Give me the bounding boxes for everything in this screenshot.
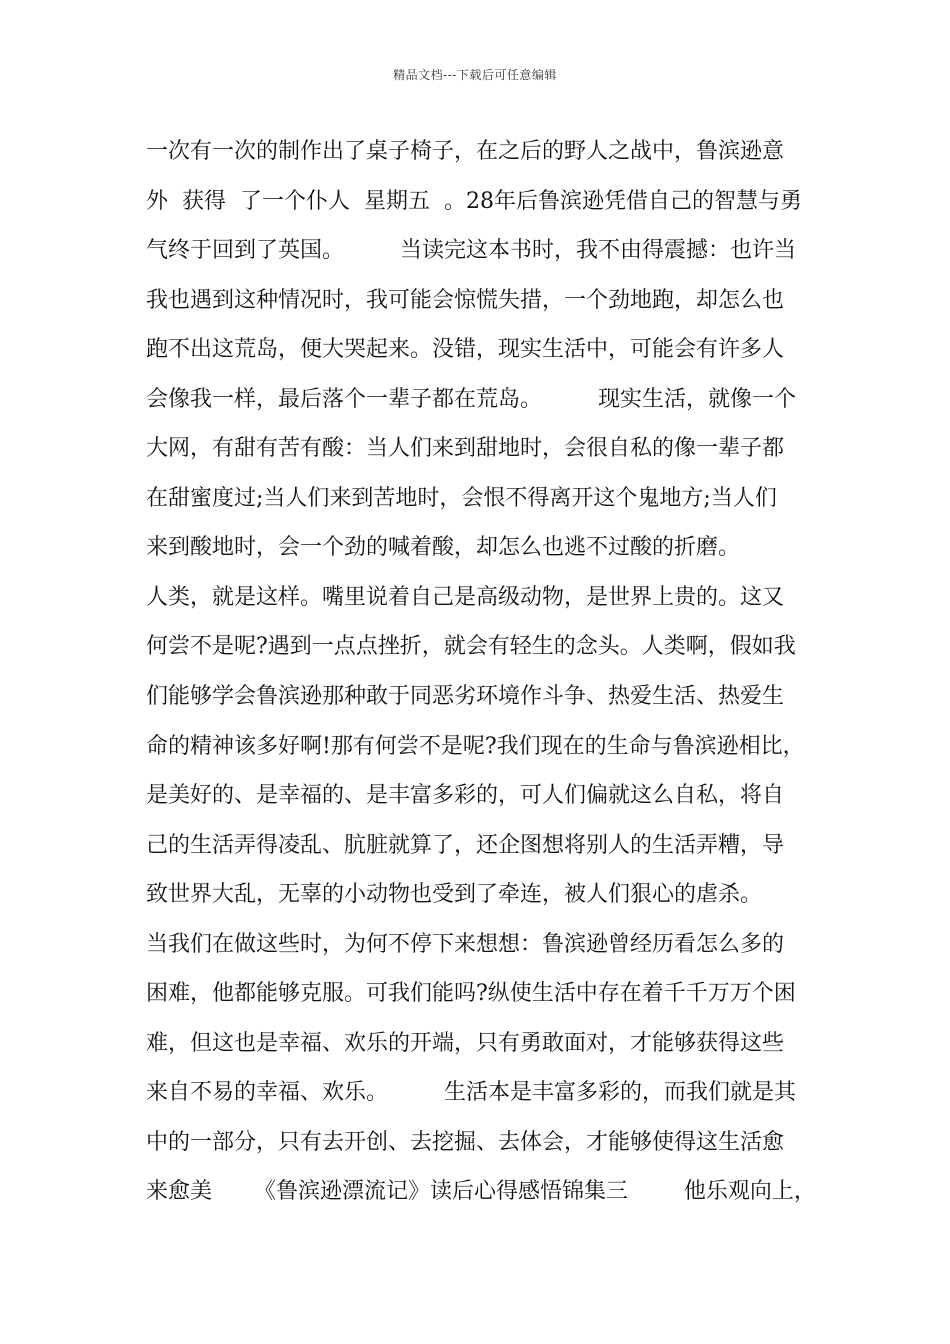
- text-line: 来愈美 《鲁滨逊漂流记》读后心得感悟锦集三 他乐观向上，: [146, 1179, 816, 1205]
- text-line: 气终于回到了英国。 当读完这本书时，我不由得震撼：也许当: [146, 238, 796, 264]
- text-line: 们能够学会鲁滨逊那种敢于同恶劣环境作斗争、热爱生活、热爱生: [146, 684, 785, 710]
- text-line: 何尝不是呢?遇到一点点挫折，就会有轻生的念头。人类啊，假如我: [146, 634, 796, 660]
- text-line: 是美好的、是幸福的、是丰富多彩的，可人们偏就这么自私，将自: [146, 783, 785, 809]
- text-line: 跑不出这荒岛，便大哭起来。没错，现实生活中，可能会有许多人: [146, 337, 785, 363]
- text-line: 当我们在做这些时，为何不停下来想想：鲁滨逊曾经历看怎么多的: [146, 931, 785, 957]
- text-line: 会像我一样，最后落个一辈子都在荒岛。 现实生活，就像一个: [146, 386, 796, 412]
- text-line: 在甜蜜度过;当人们来到苦地时，会恨不得离开这个鬼地方;当人们: [146, 485, 777, 511]
- text-line: 人类，就是这样。嘴里说着自己是高级动物，是世界上贵的。这又: [146, 584, 785, 610]
- text-line: 外 获得 了一个仆人 星期五 。28年后鲁滨逊凭借自己的智慧与勇: [146, 188, 802, 214]
- text-line: 致世界大乱，无辜的小动物也受到了牵连，被人们狠心的虐杀。: [146, 882, 763, 908]
- text-line: 难，但这也是幸福、欢乐的开端，只有勇敢面对，才能够获得这些: [146, 1030, 785, 1056]
- body-text: [146, 132, 822, 1222]
- text-line: 我也遇到这种情况时，我可能会惊慌失措，一个劲地跑，却怎么也: [146, 287, 785, 313]
- text-line: 来自不易的幸福、欢乐。 生活本是丰富多彩的，而我们就是其: [146, 1080, 796, 1106]
- text-line: 大网，有甜有苦有酸：当人们来到甜地时，会很自私的像一辈子都: [146, 436, 785, 462]
- text-line: 来到酸地时，会一个劲的喊着酸，却怎么也逃不过酸的折磨。: [146, 535, 741, 561]
- text-line: 困难，他都能够克服。可我们能吗?纵使生活中存在着千千万万个困: [146, 981, 796, 1007]
- text-line: 己的生活弄得凌乱、肮脏就算了，还企图想将别人的生活弄糟，导: [146, 832, 785, 858]
- text-line: 命的精神该多好啊!那有何尝不是呢?我们现在的生命与鲁滨逊相比，: [146, 733, 805, 759]
- text-line: 中的一部分，只有去开创、去挖掘、去体会，才能够使得这生活愈: [146, 1129, 785, 1155]
- page-header: 精品文档---下载后可任意编辑: [393, 68, 557, 82]
- text-line: 一次有一次的制作出了桌子椅子，在之后的野人之战中，鲁滨逊意: [146, 139, 785, 164]
